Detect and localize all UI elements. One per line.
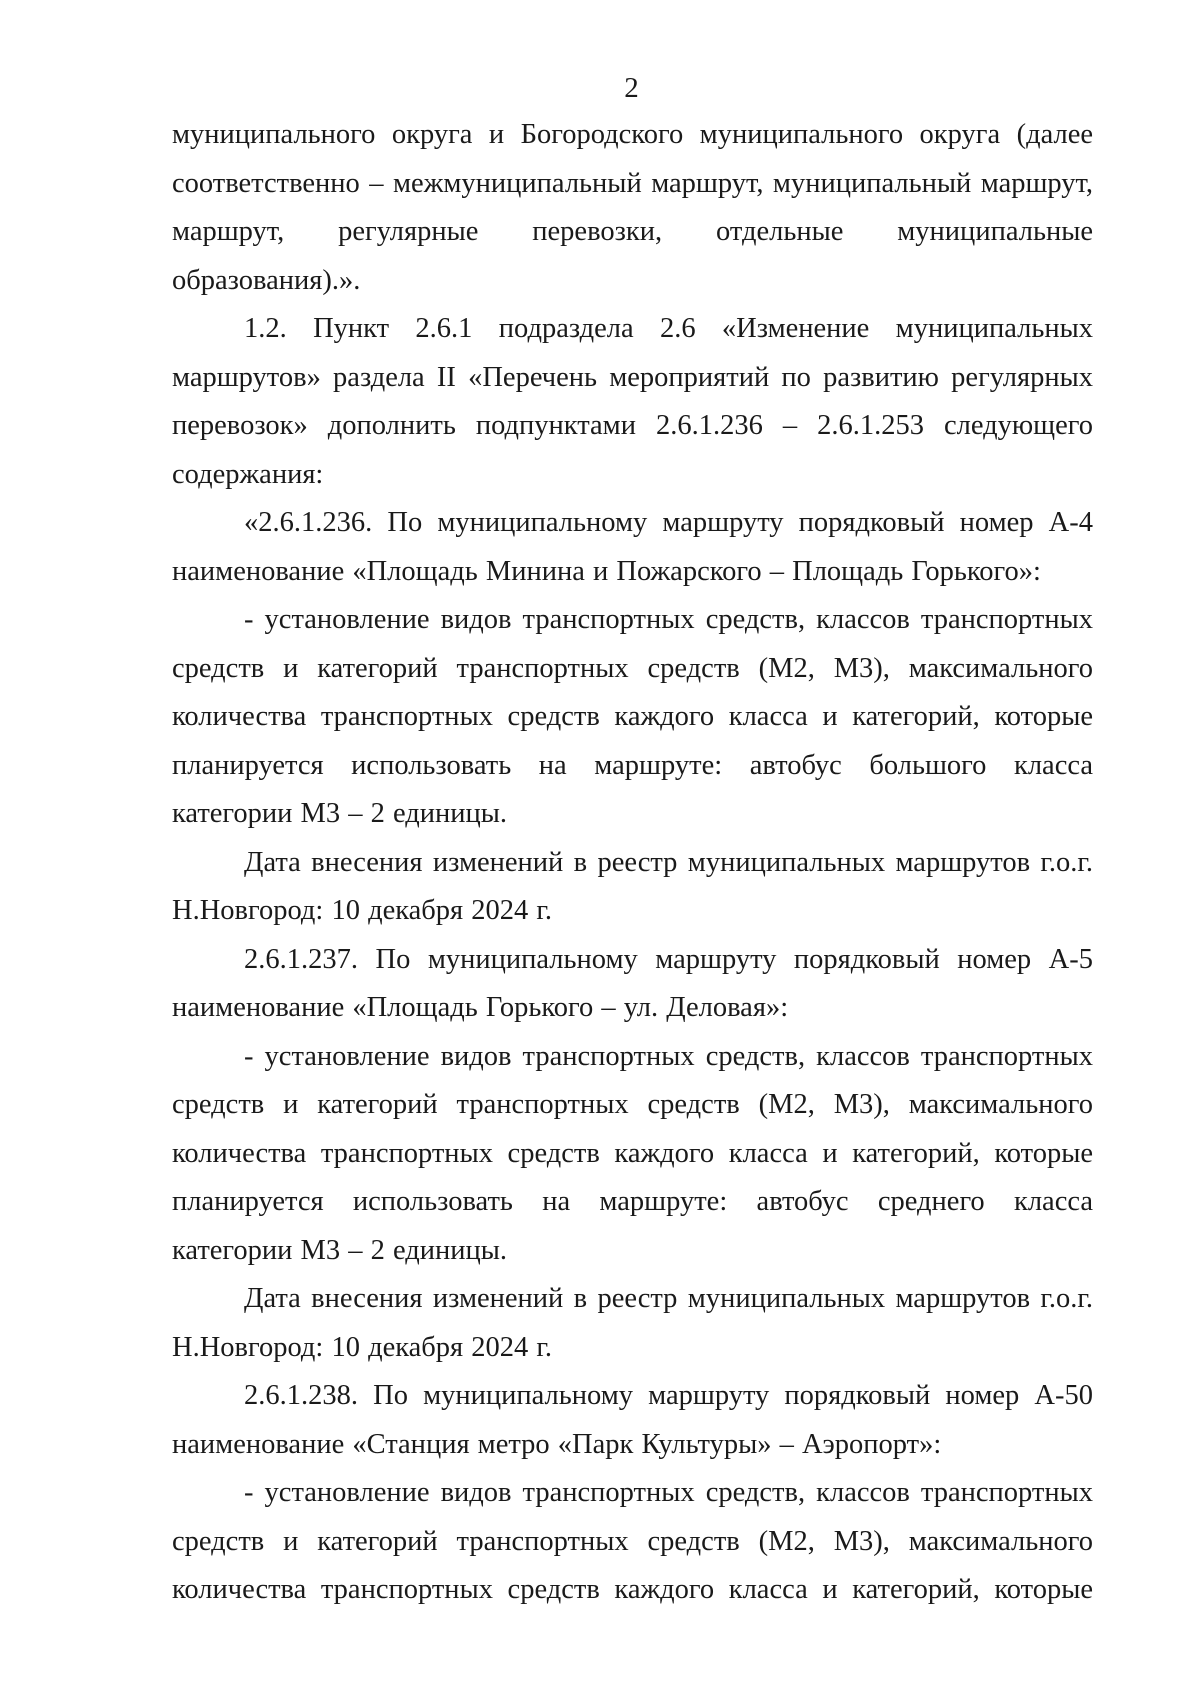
paragraph-2-6-1-237-route: 2.6.1.237. По муниципальному маршруту порядковый номер А-5 наименование «Площадь Горького – ул. Деловая»:	[172, 943, 1093, 1023]
paragraph-2-6-1-237-date: Дата внесения изменений в реестр муниципальных маршрутов г.о.г. Н.Новгород: 10 декабря 2024 г.	[172, 1283, 1093, 1363]
paragraph-2-6-1-236-date: Дата внесения изменений в реестр муниципальных маршрутов г.о.г. Н.Новгород: 10 декабря 2024 г.	[172, 846, 1093, 926]
page-number: 2	[624, 72, 639, 104]
paragraph-2-6-1-236-vehicles: - установление видов транспортных средств, классов транспортных средств и категорий транспортных средств (М2, М3), максимального количества транспортных средств каждого класса и категорий, которые планируется использовать на маршруте: автобус большого класса категории М3 – 2 единицы.	[172, 604, 1093, 829]
paragraph-2-6-1-238-route: 2.6.1.238. По муниципальному маршруту порядковый номер А-50 наименование «Станция метро «Парк Культуры» – Аэропорт»:	[172, 1380, 1093, 1460]
paragraph-item-1-2: 1.2. Пункт 2.6.1 подраздела 2.6 «Изменение муниципальных маршрутов» раздела II «Перечень мероприятий по развитию регулярных перевозок» дополнить подпунктами 2.6.1.236 – 2.6.1.253 следующего содержания:	[172, 313, 1093, 490]
paragraph-2-6-1-236-route: «2.6.1.236. По муниципальному маршруту порядковый номер А-4 наименование «Площадь Минина и Пожарского – Площадь Горького»:	[172, 507, 1093, 587]
paragraph-continuation: муниципального округа и Богородского муниципального округа (далее соответственно – межмуниципальный маршрут, муниципальный маршрут, маршрут, регулярные перевозки, отдельные муниципальные образования).».	[172, 119, 1093, 296]
paragraph-2-6-1-238-vehicles: - установление видов транспортных средств, классов транспортных средств и категорий транспортных средств (М2, М3), максимального количества транспортных средств каждого класса и категорий, которые	[172, 1477, 1093, 1605]
document-body	[172, 111, 1093, 1615]
paragraph-2-6-1-237-vehicles: - установление видов транспортных средств, классов транспортных средств и категорий транспортных средств (М2, М3), максимального количества транспортных средств каждого класса и категорий, которые планируется использовать на маршруте: автобус среднего класса категории М3 – 2 единицы.	[172, 1040, 1093, 1266]
